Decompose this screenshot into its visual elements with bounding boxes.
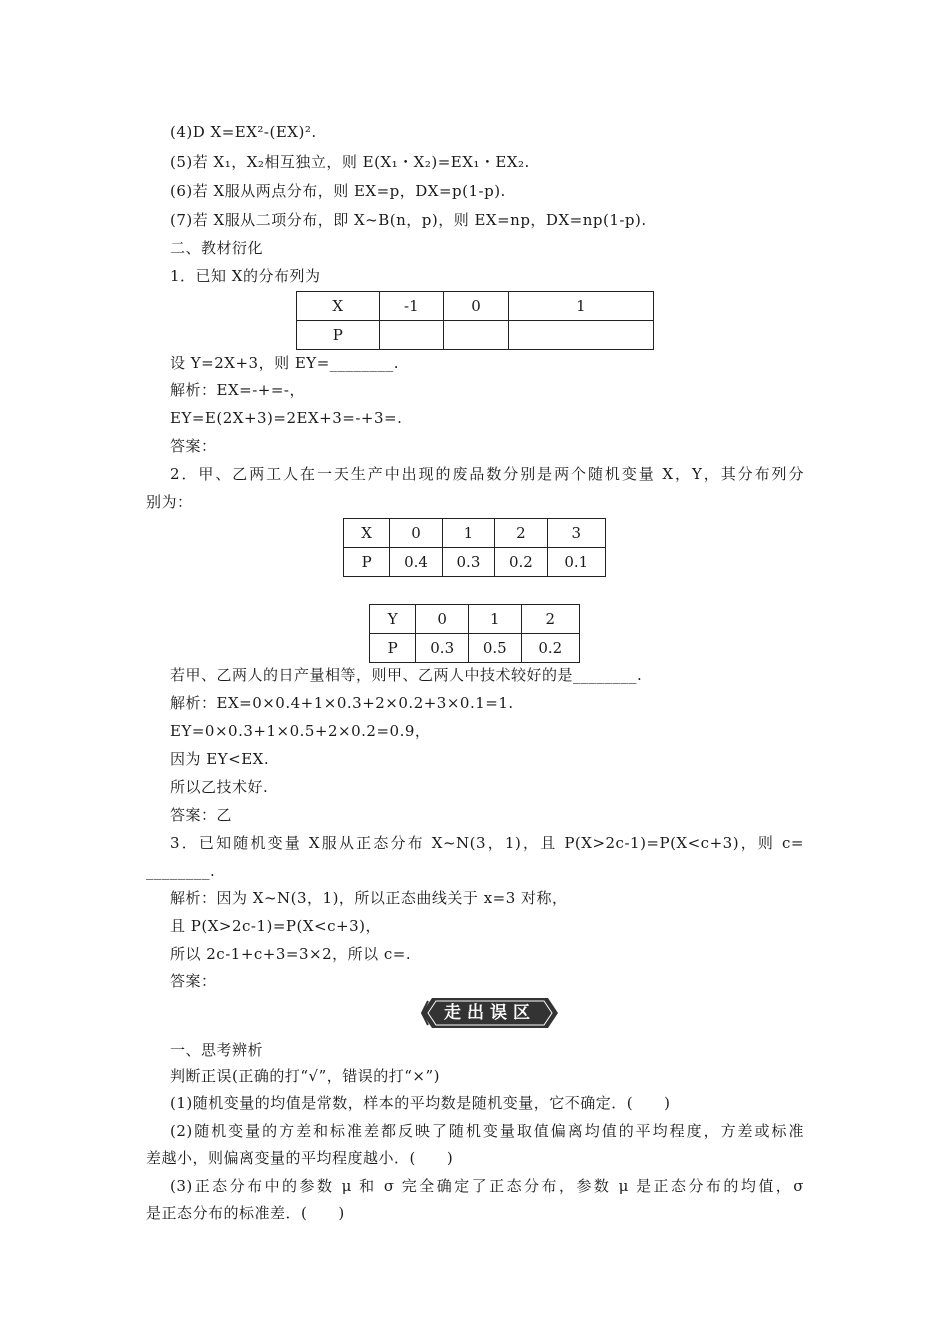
- table-row: [297, 321, 654, 350]
- question-3-solution-3: 所以 2c-1+c+3=3×2，所以 c=.: [170, 945, 412, 963]
- table-cell: X: [297, 292, 380, 321]
- table-cell: P: [297, 321, 380, 350]
- distribution-table-x-1: [296, 291, 654, 350]
- judge-item-3-line-2: 是正态分布的标准差．( ): [146, 1204, 345, 1222]
- question-2-line-2: 别为：: [146, 493, 193, 511]
- distribution-table-x-2: [343, 518, 606, 577]
- judge-instruction: 判断正误(正确的打“√”，错误的打“×”): [170, 1067, 441, 1085]
- table-cell: -1: [379, 292, 444, 321]
- question-3-line-1: 3．已知随机变量 X服从正态分布 X~N(3，1)，且 P(X>2c-1)=P(X<c+3)，则 c=: [170, 834, 804, 852]
- table-cell: 0.2: [495, 548, 547, 577]
- question-3-answer: 答案：: [170, 972, 217, 990]
- judge-item-1: (1)随机变量的均值是常数，样本的平均数是随机变量，它不确定．( ): [170, 1094, 671, 1112]
- table-cell: 0: [444, 292, 509, 321]
- table-cell: 2: [521, 605, 579, 634]
- question-2-solution-2: EY=0×0.3+1×0.5+2×0.2=0.9，: [170, 722, 431, 740]
- table-cell: 1: [508, 292, 653, 321]
- table-cell: 3: [547, 519, 605, 548]
- judge-item-2-line-1: (2)随机变量的方差和标准差都反映了随机变量取值偏离均值的平均程度，方差或标准: [170, 1122, 804, 1140]
- table-row: [344, 548, 606, 577]
- question-1-solution-1: 解析：EX=-+=-，: [170, 381, 305, 399]
- section-banner-mistakes: [420, 996, 560, 1030]
- question-2-answer: 答案：乙: [170, 806, 233, 824]
- table-cell: P: [344, 548, 390, 577]
- table-row: [370, 634, 580, 663]
- judge-item-2-line-2: 差越小，则偏离变量的平均程度越小．( ): [146, 1149, 454, 1167]
- question-2-solution-4: 所以乙技术好.: [170, 778, 269, 796]
- table-cell: 0.4: [390, 548, 442, 577]
- table-cell: P: [370, 634, 416, 663]
- banner-title: 走出误区: [444, 1003, 536, 1023]
- table-cell: [379, 321, 444, 350]
- question-2-ask: 若甲、乙两人的日产量相等，则甲、乙两人中技术较好的是________.: [170, 666, 643, 684]
- question-3-solution-1: 解析：因为 X~N(3，1)，所以正态曲线关于 x=3 对称，: [170, 889, 568, 907]
- table-cell: 1: [442, 519, 494, 548]
- formula-4: (4)D X=EX²-(EX)².: [170, 123, 317, 141]
- question-2-solution-1: 解析：EX=0×0.4+1×0.3+2×0.2+3×0.1=1.: [170, 694, 514, 712]
- table-row: [297, 292, 654, 321]
- judge-item-3-line-1: (3)正态分布中的参数 μ 和 σ 完全确定了正态分布，参数 μ 是正态分布的均值，σ: [170, 1177, 804, 1195]
- section-heading-textbook: 二、教材衍化: [170, 239, 264, 257]
- table-cell: 0.3: [442, 548, 494, 577]
- table-row: [344, 519, 606, 548]
- table-cell: X: [344, 519, 390, 548]
- question-3-line-2: ________.: [146, 862, 216, 880]
- table-cell: 0.3: [416, 634, 469, 663]
- formula-5: (5)若 X₁，X₂相互独立，则 E(X₁・X₂)=EX₁・EX₂.: [170, 153, 530, 171]
- table-cell: 0.5: [468, 634, 521, 663]
- table-cell: 2: [495, 519, 547, 548]
- question-2-line-1: 2．甲、乙两工人在一天生产中出现的废品数分别是两个随机变量 X，Y，其分布列分: [170, 465, 804, 483]
- table-cell: 0.1: [547, 548, 605, 577]
- question-1-ask: 设 Y=2X+3，则 EY=________.: [170, 354, 400, 372]
- question-3-solution-2: 且 P(X>2c-1)=P(X<c+3)，: [170, 917, 381, 935]
- question-1-answer: 答案：: [170, 437, 217, 455]
- table-cell: Y: [370, 605, 416, 634]
- table-cell: 0.2: [521, 634, 579, 663]
- section-heading-think: 一、思考辨析: [170, 1041, 264, 1059]
- table-row: [370, 605, 580, 634]
- formula-7: (7)若 X服从二项分布，即 X~B(n，p)，则 EX=np，DX=np(1-p).: [170, 211, 647, 229]
- table-cell: [444, 321, 509, 350]
- distribution-table-y: [369, 604, 580, 663]
- formula-6: (6)若 X服从两点分布，则 EX=p，DX=p(1-p).: [170, 182, 506, 200]
- question-1-solution-2: EY=E(2X+3)=2EX+3=-+3=.: [170, 409, 403, 427]
- table-cell: 0: [390, 519, 442, 548]
- table-cell: 0: [416, 605, 469, 634]
- table-cell: 1: [468, 605, 521, 634]
- question-2-solution-3: 因为 EY<EX.: [170, 750, 270, 768]
- table-cell: [508, 321, 653, 350]
- question-1: 1．已知 X的分布列为: [170, 267, 321, 285]
